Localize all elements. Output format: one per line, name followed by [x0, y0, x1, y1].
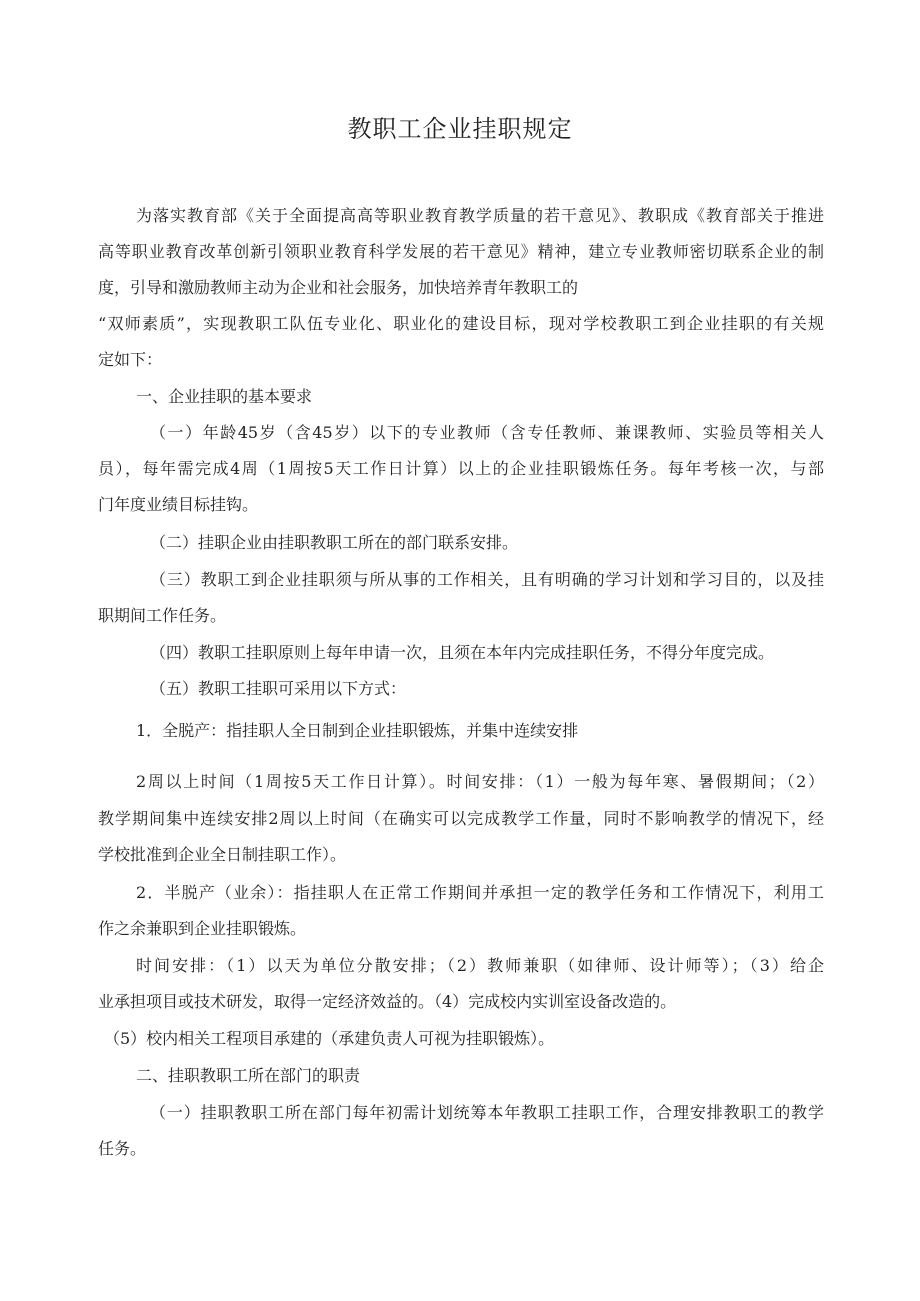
paragraph-line: （5）校内相关工程项目承建的（承建负责人可视为挂职锻炼）。 [104, 1029, 555, 1048]
section-heading: 一、企业挂职的基本要求 [136, 387, 313, 406]
paragraph-line: “双师素质”，实现教职工队伍专业化、职业化的建设目标，现对学校教职工到企业挂职的有关规 [98, 314, 824, 333]
paragraph-line: 时间安排：（1）以天为单位分散安排；（2）教师兼职（如律师、设计师等）；（3）给企 [136, 956, 824, 975]
document-title: 教职工企业挂职规定 [347, 115, 573, 143]
paragraph-line: （三）教职工到企业挂职须与所从事的工作相关，且有明确的学习计划和学习目的，以及挂 [150, 570, 824, 589]
paragraph-line: 员），每年需完成4周（1周按5天工作日计算）以上的企业挂职锻炼任务。每年考核一次，与部 [98, 459, 824, 478]
paragraph-line: （一）年龄45岁（含45岁）以下的专业教师（含专任教师、兼课教师、实验员等相关人 [150, 423, 824, 442]
paragraph-line: 作之余兼职到企业挂职锻炼。 [98, 919, 307, 938]
paragraph-line: 2周以上时间（1周按5天工作日计算）。时间安排：（1）一般为每年寒、暑假期间；（2） [136, 772, 824, 791]
paragraph-line: （二）挂职企业由挂职教职工所在的部门联系安排。 [150, 533, 519, 552]
paragraph-line: 业承担项目或技术研发，取得一定经济效益的。（4）完成校内实训室设备改造的。 [98, 992, 677, 1011]
paragraph-line: 门年度业绩目标挂钩。 [98, 495, 259, 514]
paragraph-line: （四）教职工挂职原则上每年申请一次，且须在本年内完成挂职任务，不得分年度完成。 [150, 643, 775, 662]
paragraph-line: 教学期间集中连续安排2周以上时间（在确实可以完成教学工作量，同时不影响教学的情况下，经 [98, 809, 824, 828]
paragraph-line: （一）挂职教职工所在部门每年初需计划统筹本年教职工挂职工作，合理安排教职工的教学 [150, 1103, 824, 1122]
paragraph-line: 高等职业教育改革创新引领职业教育科学发展的若干意见》精神，建立专业教师密切联系企业的制 [98, 242, 824, 261]
paragraph-line: 学校批准到企业全日制挂职工作）。 [98, 845, 347, 864]
paragraph-line: 2．半脱产（业余）：指挂职人在正常工作期间并承担一定的教学任务和工作情况下，利用工 [136, 883, 824, 902]
paragraph-line: 职期间工作任务。 [98, 606, 227, 625]
paragraph-line: 定如下： [98, 350, 163, 369]
paragraph-line: 1．全脱产：指挂职人全日制到企业挂职锻炼，并集中连续安排 [136, 721, 579, 740]
paragraph-line: 为落实教育部《关于全面提高高等职业教育教学质量的若干意见》、教职成《教育部关于推进 [136, 206, 824, 225]
paragraph-line: 度，引导和激励教师主动为企业和社会服务，加快培养青年教职工的 [98, 278, 579, 297]
section-heading: 二、挂职教职工所在部门的职责 [136, 1066, 361, 1085]
paragraph-line: （五）教职工挂职可采用以下方式： [150, 679, 407, 698]
paragraph-line: 任务。 [98, 1139, 147, 1158]
